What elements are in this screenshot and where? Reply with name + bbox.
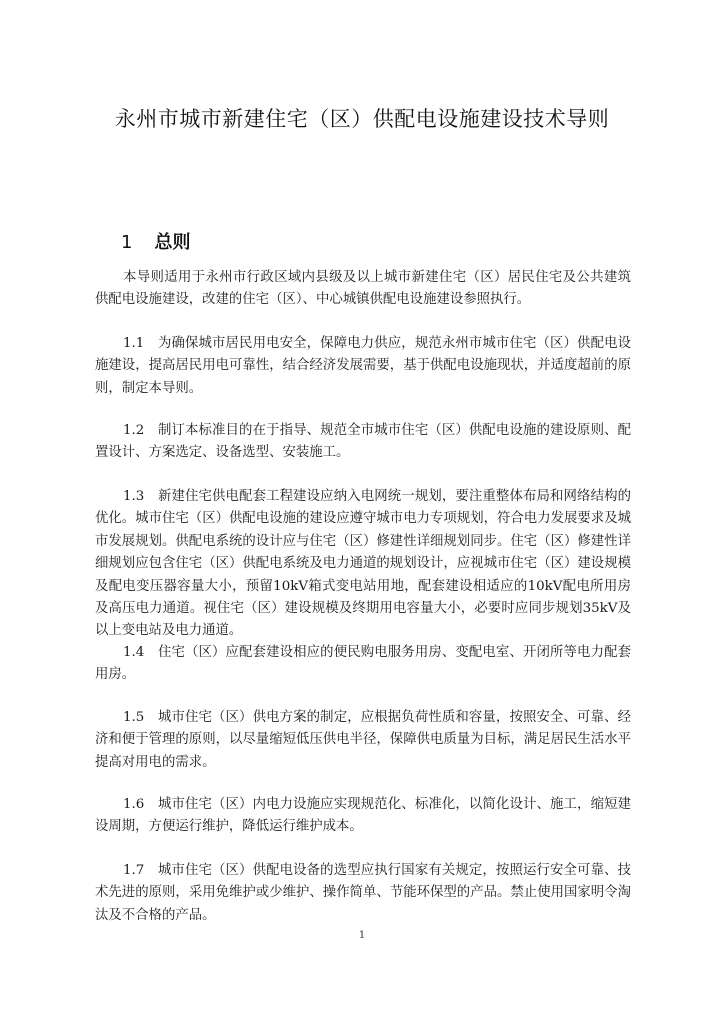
paragraph-1-2: 1.2 制订本标准目的在于指导、规范全市城市住宅（区）供配电设施的建设原则、配置设计、方案选定、设备选型、安装施工。 [95,423,631,461]
document-title: 永州市城市新建住宅（区）供配电设施建设技术导则 [114,107,610,131]
section-heading [121,228,190,254]
paragraph-1-3: 1.3 新建住宅供电配套工程建设应纳入电网统一规划，要注重整体布局和网络结构的优化。城市住宅（区）供配电设施的建设应遵守城市电力专项规划，符合电力发展要求及城市发展规划。供配电系统的设计应与住宅（区）修建性详细规划同步。住宅（区）修建性详细规划应包含住宅（区）供配电系统及电力通道的规划设计，应视城市住宅（区）建设规模及配电变压器容量大小，预留10kV箱式变电站用地，配套建设相适应的10kV配电所用房及高压电力通道。视住宅（区）建设规模及终期用电容量大小，必要时应同步规划35kV及以上变电站及电力通道。 [95,489,631,639]
paragraph-1-7: 1.7 城市住宅（区）供配电设备的选型应执行国家有关规定，按照运行安全可靠、技术先进的原则，采用免维护或少维护、操作简单、节能环保型的产品。禁止使用国家明令淘汰及不合格的产品。 [95,863,631,923]
page-number: 1 [358,930,366,941]
paragraph-1-1: 1.1 为确保城市居民用电安全，保障电力供应，规范永州市城市住宅（区）供配电设施建设，提高居民用电可靠性，结合经济发展需要，基于供配电设施现状，并适度超前的原则，制定本导则。 [95,336,631,396]
paragraph-1-6: 1.6 城市住宅（区）内电力设施应实现规范化、标准化，以简化设计、施工，缩短建设周期，方便运行维护，降低运行维护成本。 [95,797,631,835]
paragraph-1-4: 1.4 住宅（区）应配套建设相应的便民购电服务用房、变配电室、开闭所等电力配套用房。 [95,645,631,683]
paragraph-1-5: 1.5 城市住宅（区）供电方案的制定，应根据负荷性质和容量，按照安全、可靠、经济和便于管理的原则，以尽量缩短低压供电半径，保障供电质量为目标，满足居民生活水平提高对用电的需求。 [95,710,631,770]
section-title: 总则 [154,232,191,253]
paragraph-intro: 本导则适用于永州市行政区域内县级及以上城市新建住宅（区）居民住宅及公共建筑供配电设施建设，改建的住宅（区）、中心城镇供配电设施建设参照执行。 [95,270,631,308]
section-number: 1 [121,232,133,253]
